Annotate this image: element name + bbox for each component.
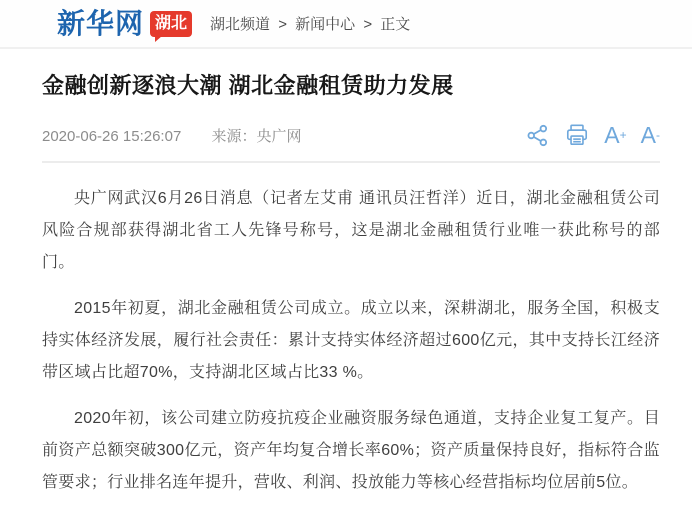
article-body [42, 163, 660, 499]
share-icon [525, 123, 550, 148]
print-button[interactable] [564, 122, 590, 148]
article-meta-row [42, 122, 660, 148]
article-content [0, 69, 692, 523]
article-paragraph-1: 央广网武汉6月26日消息（记者左艾甫 通讯员汪哲洋）近日，湖北金融租赁公司风险合规部获得湖北省工人先锋号称号，这是湖北金融租赁行业唯一获此称号的部门。 [42, 190, 660, 271]
article-paragraph-2: 2015年初夏，湖北金融租赁公司成立。成立以来，深耕湖北，服务全国，积极支持实体经济发展，履行社会责任：累计支持实体经济超过600亿元，其中支持长江经济带区域占比超70%，支持湖北区域占比33 %。 [42, 300, 660, 381]
article-meta [42, 125, 301, 146]
site-header [0, 0, 692, 49]
article-source: 来源：央广网 [211, 127, 302, 145]
publish-datetime: 2020-06-26 15:26:07 [42, 127, 182, 145]
share-button[interactable] [525, 123, 550, 148]
minus-mark: - [656, 128, 660, 142]
plus-mark: + [619, 128, 627, 142]
print-icon [564, 122, 590, 148]
font-increase-button[interactable] [604, 121, 627, 148]
article-toolbar [525, 122, 660, 148]
font-increase-letter: A [604, 121, 620, 148]
breadcrumb-hubei-channel[interactable]: 湖北频道 [210, 16, 271, 33]
article-title: 金融创新逐浪大潮 湖北金融租赁助力发展 [42, 73, 454, 98]
breadcrumb-separator: > [363, 16, 373, 33]
breadcrumb [210, 13, 410, 34]
breadcrumb-current-page: 正文 [380, 16, 411, 33]
xinhuanet-logo[interactable] [57, 7, 192, 39]
breadcrumb-separator: > [278, 16, 287, 33]
font-decrease-letter: A [640, 121, 656, 148]
hubei-badge-label: 湖北 [155, 14, 188, 32]
hubei-badge [150, 11, 192, 37]
xinhuanet-logo-text: 新华网 [57, 7, 145, 39]
article-paragraph-3: 2020年初，该公司建立防疫抗疫企业融资服务绿色通道，支持企业复工复产。目前资产总额突破300亿元，资产年均复合增长率60%；资产质量保持良好，指标符合监管要求；行业排名连年提升，营收、利润、投放能力等核心经营指标均位居前5位。 [42, 410, 660, 491]
breadcrumb-news-center[interactable]: 新闻中心 [295, 16, 356, 33]
font-decrease-button[interactable] [640, 121, 660, 148]
